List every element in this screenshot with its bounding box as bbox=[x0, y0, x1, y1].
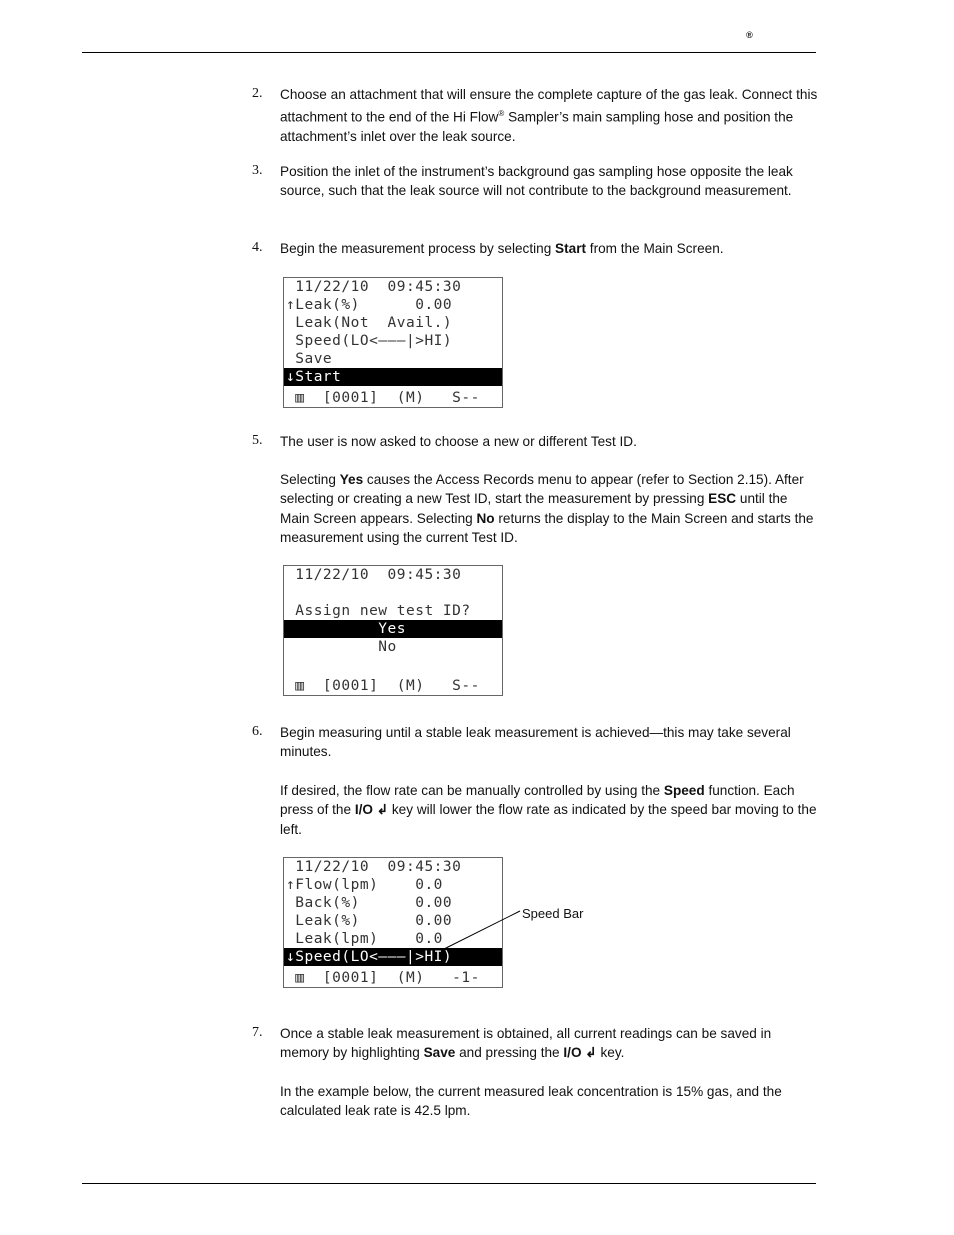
step-number: 6. bbox=[252, 724, 263, 739]
step-text: Selecting Yes causes the Access Records menu to appear (refer to Section 2.15). After selecting or creating a new Test ID, start the measurement by pressing ESC until the Main Screen appears. Selecting No returns the display to the Main Screen and starts the measurement using the current Test ID. bbox=[280, 472, 814, 545]
lcd-line-selected: ↓Speed(LO<———|>HI) bbox=[284, 948, 502, 966]
registered-mark: ® bbox=[746, 30, 753, 40]
lcd-line: Save bbox=[286, 351, 333, 367]
lcd-line bbox=[284, 656, 502, 674]
speed-bar-callout: Speed Bar bbox=[522, 906, 584, 921]
lcd-line: Leak(%) 0.00 bbox=[286, 913, 453, 929]
lcd-line: 11/22/10 09:45:30 bbox=[286, 567, 462, 583]
step-text: Position the inlet of the instrument’s background gas sampling hose opposite the leak source, such that the leak source will not contribute to the background measurement. bbox=[280, 164, 793, 199]
lcd-main-screen bbox=[283, 277, 503, 408]
lcd-line: Assign new test ID? bbox=[286, 603, 471, 619]
step-text: The user is now asked to choose a new or different Test ID. bbox=[280, 434, 637, 449]
lcd-line: ↑Leak(%) 0.00 bbox=[286, 297, 453, 313]
step-text: Begin measuring until a stable leak measurement is achieved—this may take several minutes. bbox=[280, 725, 791, 760]
step-text: Once a stable leak measurement is obtained, all current readings can be saved in memory by highlighting Save and pressing the I/O ↲ key. bbox=[280, 1026, 772, 1061]
step-text: Choose an attachment that will ensure the complete capture of the gas leak. Connect this attachment to the end of the Hi Flow® Sampler’s main sampling hose and position the attachment’s inlet over the leak source. bbox=[280, 87, 818, 145]
step-number: 3. bbox=[252, 163, 263, 178]
lcd-line: Speed(LO<———|>HI) bbox=[286, 333, 453, 349]
lcd-line bbox=[284, 584, 502, 602]
lcd-line-selected: ↓Start bbox=[284, 368, 502, 386]
lcd-line: Leak(lpm) 0.0 bbox=[286, 931, 443, 947]
lcd-line: ↑Flow(lpm) 0.0 bbox=[286, 877, 443, 893]
lcd-line: Back(%) 0.00 bbox=[286, 895, 453, 911]
step-number: 4. bbox=[252, 240, 263, 255]
lcd-line-selected: Yes bbox=[284, 620, 502, 638]
step-number: 2. bbox=[252, 86, 263, 101]
step-text: If desired, the flow rate can be manually controlled by using the Speed function. Each press of the I/O ↲ key will lower the flow rate as indicated by the speed bar moving to the left. bbox=[280, 783, 817, 837]
step-number: 7. bbox=[252, 1025, 263, 1040]
lcd-status-line: ▥ [0001] (M) S-- bbox=[286, 390, 480, 406]
step-text: Begin the measurement process by selecting Start from the Main Screen. bbox=[280, 241, 724, 256]
lcd-line: 11/22/10 09:45:30 bbox=[286, 279, 462, 295]
step-text: In the example below, the current measured leak concentration is 15% gas, and the calculated leak rate is 42.5 lpm. bbox=[280, 1084, 782, 1119]
lcd-line: 11/22/10 09:45:30 bbox=[286, 859, 462, 875]
lcd-status-line: ▥ [0001] (M) S-- bbox=[286, 678, 480, 694]
lcd-test-id-screen bbox=[283, 565, 503, 696]
lcd-line: Leak(Not Avail.) bbox=[286, 315, 453, 331]
lcd-status-line: ▥ [0001] (M) -1- bbox=[286, 970, 480, 986]
header-rule bbox=[82, 52, 816, 53]
footer-rule bbox=[82, 1183, 816, 1184]
step-number: 5. bbox=[252, 433, 263, 448]
speed-bar-leader-line bbox=[440, 905, 530, 955]
lcd-line: No bbox=[286, 639, 397, 655]
